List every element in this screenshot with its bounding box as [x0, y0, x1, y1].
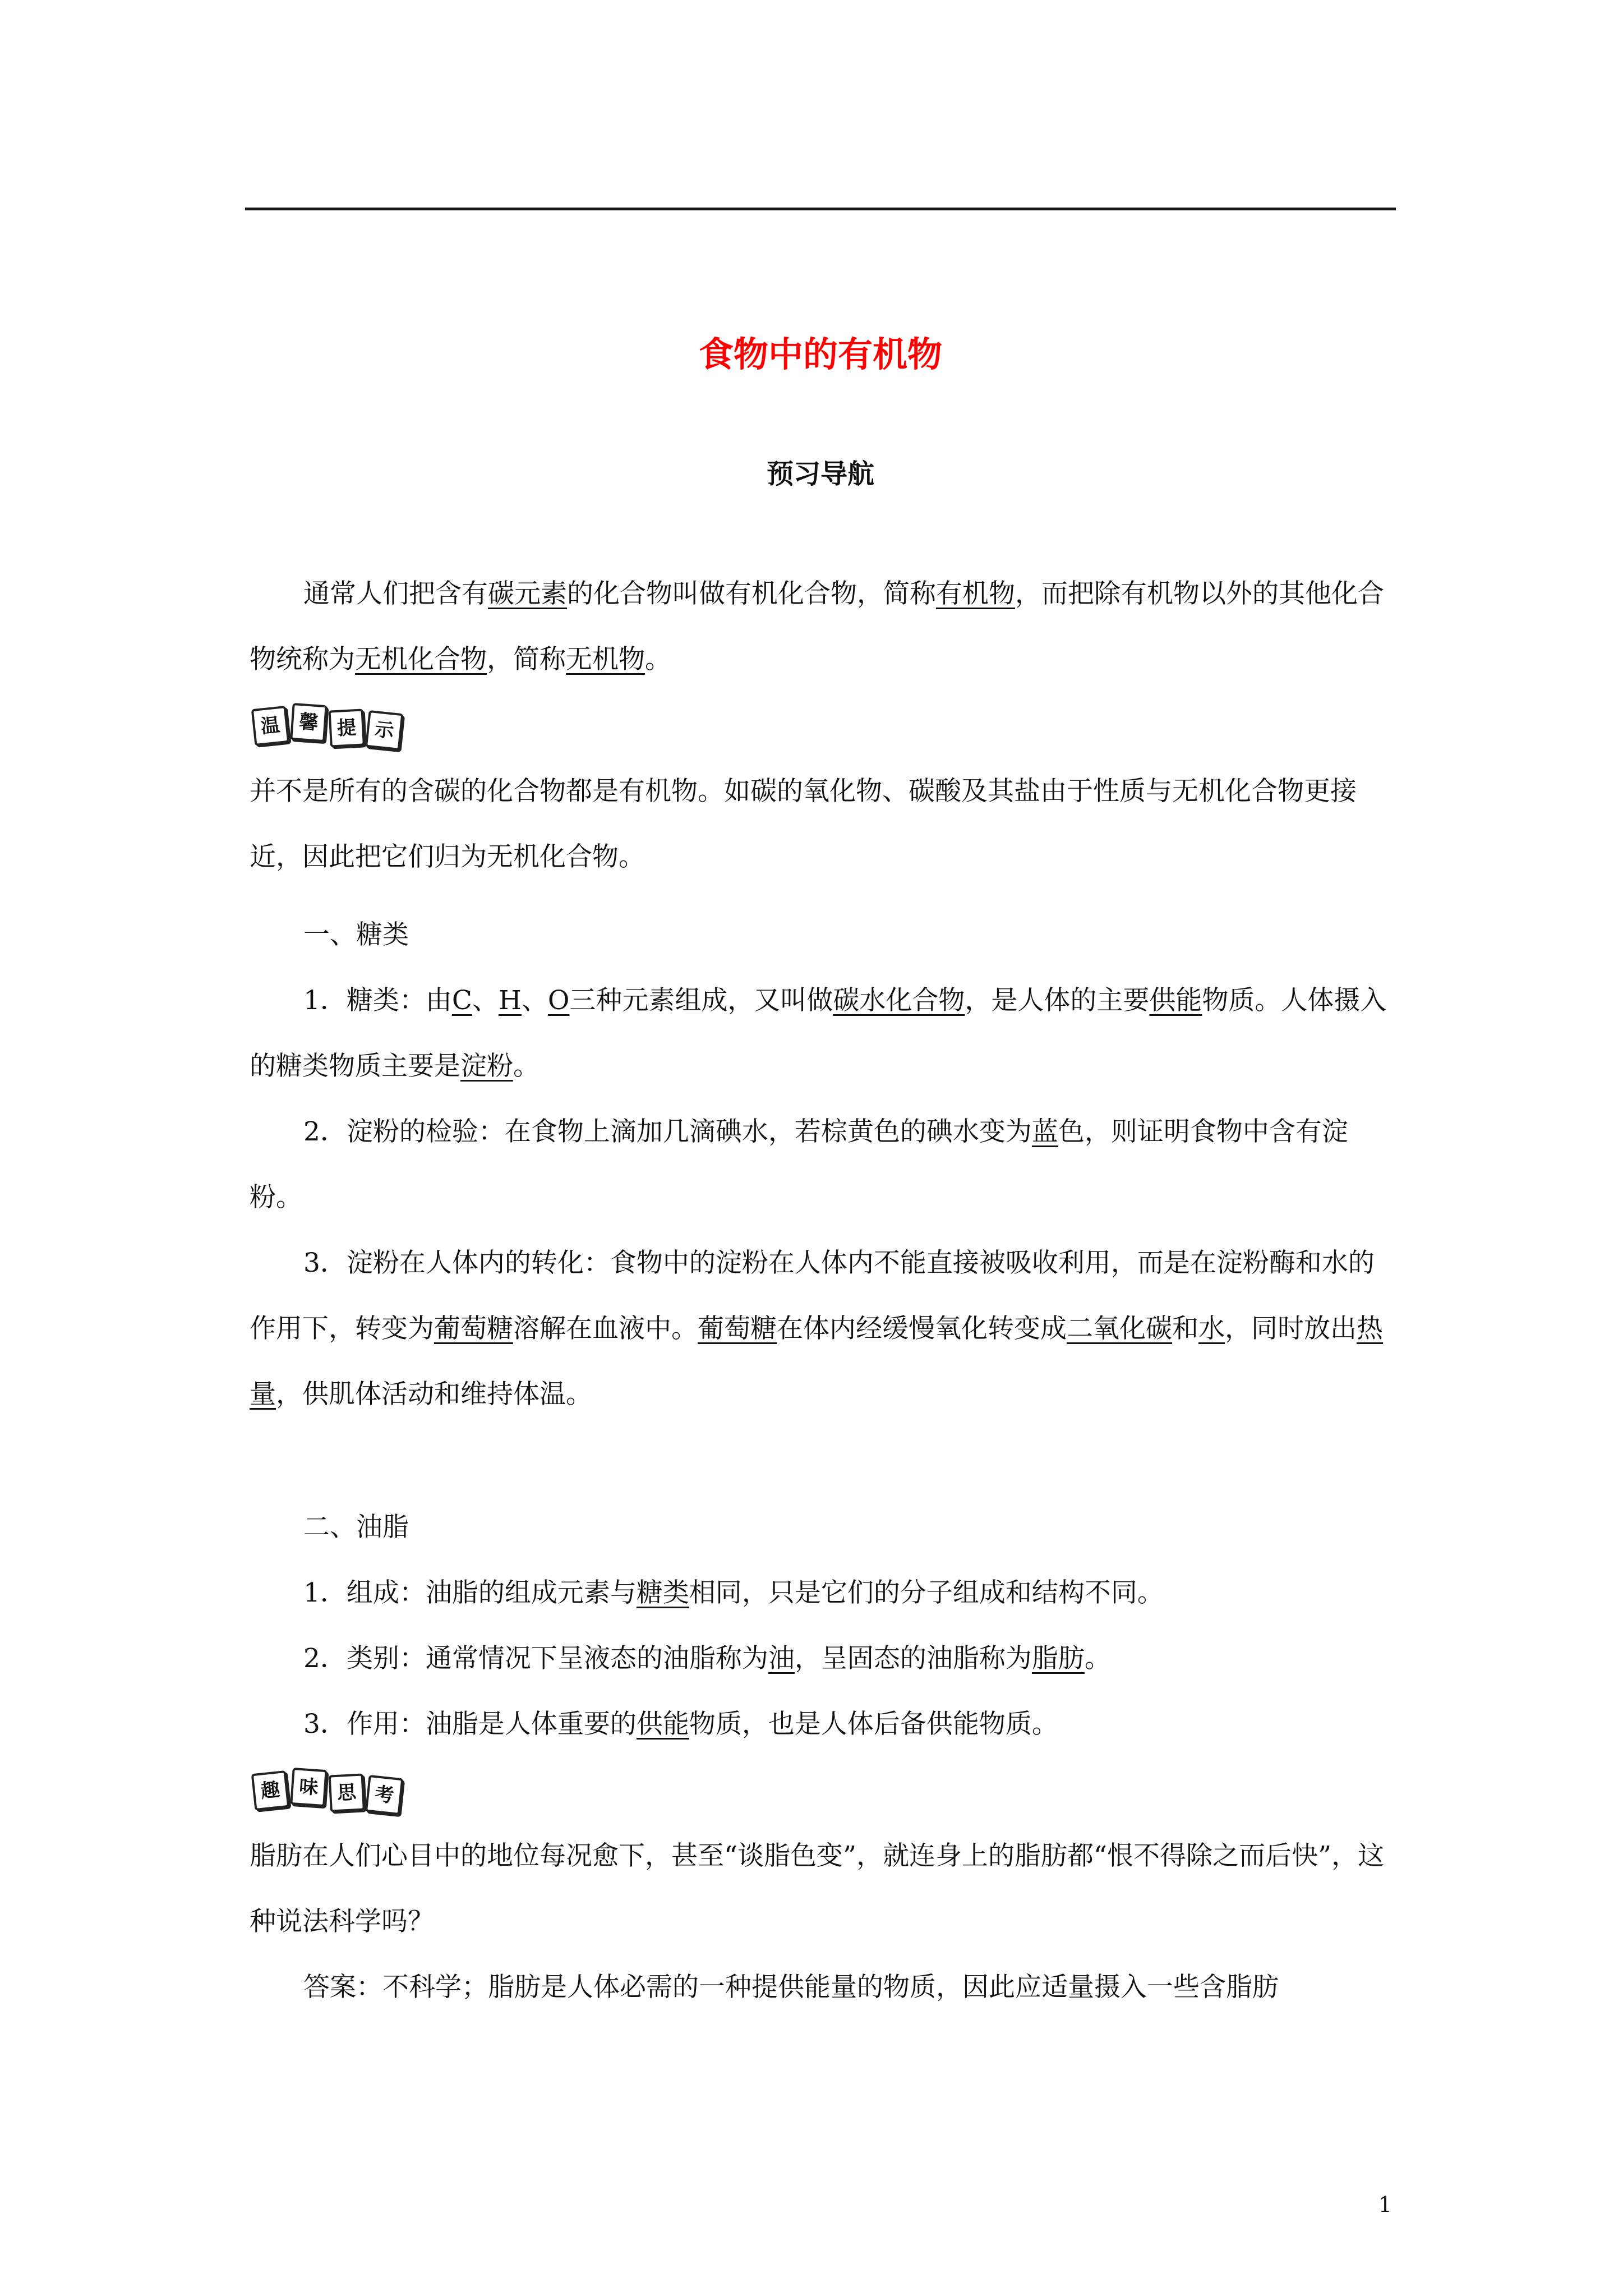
text-run: 通常人们把含有: [303, 578, 488, 609]
fats-item-1: [250, 1560, 1394, 1626]
sugars-item-1: [250, 968, 1394, 1099]
page-title: 食物中的有机物: [698, 334, 942, 375]
answer-blank: 碳水化合物: [833, 985, 965, 1016]
section-heading-fats: 二、油脂: [303, 1512, 409, 1543]
text-run: 溶解在血液中。: [513, 1313, 698, 1344]
answer-blank: 供能: [636, 1709, 689, 1740]
text-run: 。: [645, 644, 671, 675]
answer-blank: H: [498, 985, 522, 1016]
answer-blank: O: [547, 985, 570, 1016]
answer-blank: 葡萄糖: [698, 1313, 777, 1344]
header-rule: [245, 208, 1396, 210]
text-run: 2．淀粉的检验：在食物上滴加几滴碘水，若棕黄色的碘水变为: [303, 1116, 1032, 1147]
intro-paragraph: [250, 561, 1394, 692]
text-run: ，简称: [487, 644, 566, 675]
tip-badge-char: 温: [251, 706, 290, 746]
text-run: 相同，只是它们的分子组成和结构不同。: [689, 1577, 1164, 1608]
text-run: 3．淀粉在人体内的转化：食物中的淀粉在人体内不能直接被吸收利用，而是在淀粉酶和水的作用下，转变为: [250, 1248, 1375, 1344]
fats-item-3: [250, 1691, 1394, 1757]
answer-blank: 油: [768, 1643, 795, 1674]
page-number: 1: [1378, 2192, 1393, 2217]
text-run: 物质，也是人体后备供能物质。: [689, 1709, 1058, 1740]
think-badge-char: 思: [329, 1773, 365, 1812]
text-run: 2．类别：通常情况下呈液态的油脂称为: [303, 1643, 768, 1674]
answer-blank: 有机物: [936, 578, 1015, 609]
tip-badge: [250, 697, 1394, 755]
think-badge: [250, 1761, 1394, 1820]
tip-badge-char: 提: [329, 708, 365, 747]
text-run: ，是人体的主要: [965, 985, 1150, 1016]
section-heading-sugars: 一、糖类: [303, 919, 409, 950]
answer-blank: 热量: [250, 1313, 1383, 1410]
text-run: 色，则证明食物中含有淀粉。: [250, 1116, 1348, 1213]
text-run: 的化合物叫做有机化合物，简称: [567, 578, 936, 609]
answer-blank: 无机物: [566, 644, 645, 675]
answer-blank: 脂肪: [1031, 1643, 1085, 1674]
tip-badge-char: 馨: [290, 703, 327, 742]
section-subtitle: 预习导航: [766, 458, 874, 490]
answer-blank: 碳元素: [488, 578, 567, 609]
sugars-item-3: [250, 1230, 1394, 1427]
answer-blank: 糖类: [636, 1577, 689, 1608]
tip-badge-char: 示: [365, 710, 404, 751]
think-badge-char: 趣: [251, 1770, 290, 1811]
answer-blank: 葡萄糖: [434, 1313, 513, 1344]
text-run: 、: [472, 985, 499, 1016]
answer-blank: 二氧化碳: [1067, 1313, 1172, 1344]
fats-item-2: [250, 1626, 1394, 1691]
text-run: 3．作用：油脂是人体重要的: [303, 1709, 637, 1740]
answer-blank: 无机化合物: [355, 644, 487, 675]
text-run: 、: [521, 985, 548, 1016]
think-badge-char: 考: [365, 1775, 404, 1815]
text-run: ，同时放出: [1225, 1313, 1357, 1344]
text-run: 1．组成：油脂的组成元素与: [303, 1577, 637, 1608]
answer-blank: 淀粉: [460, 1051, 513, 1082]
text-run: 三种元素组成，又叫做: [569, 985, 833, 1016]
text-run: 。: [1084, 1643, 1111, 1674]
think-question: 脂肪在人们心目中的地位每况愈下，甚至“谈脂色变”，就连身上的脂肪都“恨不得除之而后快”，这种说法科学吗？: [250, 1841, 1385, 1937]
tip-paragraph: 并不是所有的含碳的化合物都是有机物。如碳的氧化物、碳酸及其盐由于性质与无机化合物更接近，因此把它们归为无机化合物。: [250, 776, 1357, 872]
answer-blank: C: [451, 985, 472, 1016]
text-run: 。: [513, 1051, 540, 1082]
answer-blank: 水: [1198, 1313, 1225, 1344]
answer-blank: 供能: [1149, 985, 1202, 1016]
text-run: ，呈固态的油脂称为: [794, 1643, 1032, 1674]
text-run: 在体内经缓慢氧化转变成: [777, 1313, 1067, 1344]
sugars-item-2: [250, 1099, 1394, 1230]
text-run: 1．糖类：由: [303, 985, 452, 1016]
think-answer: 答案：不科学；脂肪是人体必需的一种提供能量的物质，因此应适量摄入一些含脂肪: [303, 1972, 1279, 2003]
text-run: ，供肌体活动和维持体温。: [276, 1379, 592, 1410]
think-badge-char: 味: [290, 1768, 327, 1807]
text-run: 物质。人体摄入的糖类物质主要是: [250, 985, 1387, 1082]
document-body: [250, 561, 1394, 2020]
text-run: ，而把除有机物以外的其他化合物统称为: [250, 578, 1384, 675]
text-run: 和: [1172, 1313, 1198, 1344]
answer-blank: 蓝: [1031, 1116, 1058, 1147]
